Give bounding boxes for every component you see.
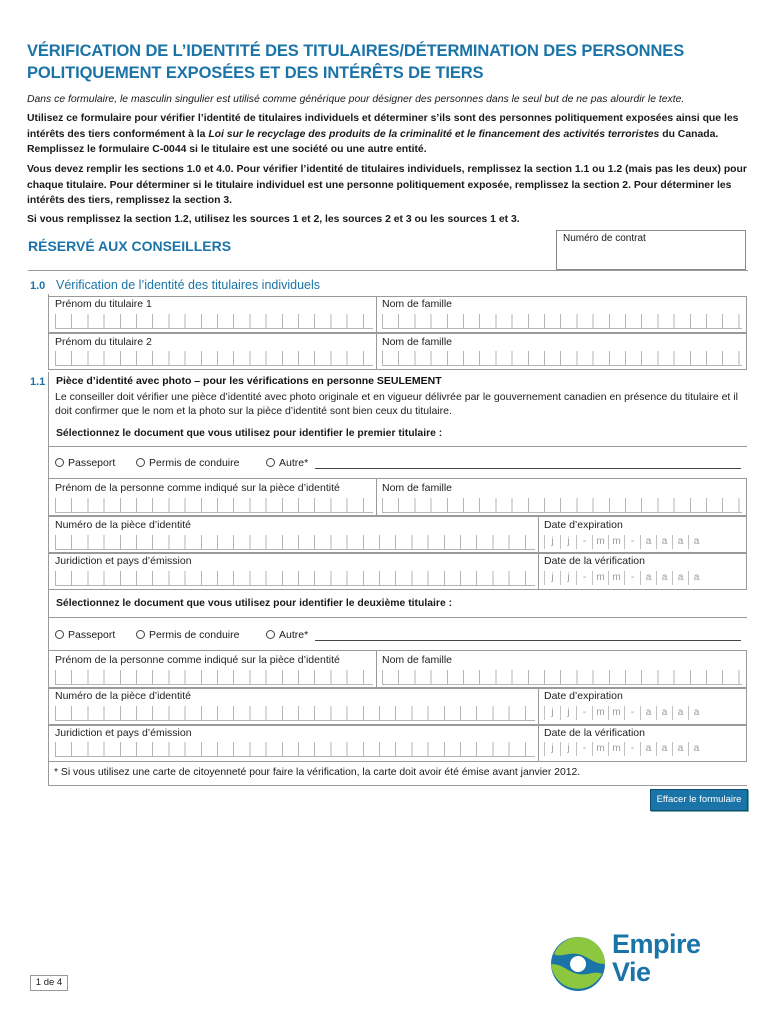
select-second-holder-heading: Sélectionnez le document que vous utilisez pour identifier le deuxième titulaire : <box>56 598 453 609</box>
logo-wordmark <box>612 930 701 986</box>
intro-gender-note: Dans ce formulaire, le masculin singulier est utilisé comme générique pour désigner des personnes dans le seul but de ne pas alourdir le texte. <box>27 94 685 105</box>
verif-date-1-label: Date de la vérification <box>544 555 645 567</box>
date-mask-char: a <box>672 535 688 549</box>
date-mask-char: m <box>608 706 624 720</box>
section-1-0-number: 1.0 <box>30 280 46 292</box>
date-mask-char: a <box>688 571 704 585</box>
clear-form-button[interactable]: Effacer le formulaire <box>650 789 748 811</box>
radio-circle-icon <box>266 630 275 639</box>
jurisdiction-1-input[interactable] <box>55 571 535 586</box>
date-mask-char: - <box>624 535 640 549</box>
date-mask-char: a <box>640 742 656 756</box>
radio-circle-icon <box>266 458 275 467</box>
id-number-1-label: Numéro de la pièce d’identité <box>55 519 191 531</box>
contract-number-field[interactable] <box>556 230 746 270</box>
last-name-1-label: Nom de famille <box>382 298 453 310</box>
first-name-1-input[interactable] <box>55 314 373 329</box>
last-name-2-label: Nom de famille <box>382 336 453 348</box>
date-mask-char: a <box>672 571 688 585</box>
logo-line-2: Vie <box>612 957 651 987</box>
radio-passport-2-label: Passeport <box>68 629 116 641</box>
empire-vie-logo <box>548 930 728 996</box>
id-last-name-1-input[interactable] <box>382 498 742 513</box>
date-mask-char: - <box>576 535 592 549</box>
id-first-name-2-label: Prénom de la personne comme indiqué sur la pièce d’identité <box>55 654 340 666</box>
date-mask-char: m <box>592 535 608 549</box>
id-first-name-1-label: Prénom de la personne comme indiqué sur la pièce d’identité <box>55 482 340 494</box>
date-mask-char: m <box>592 571 608 585</box>
last-name-1-input[interactable] <box>382 314 742 329</box>
radio-other-2[interactable] <box>266 629 308 641</box>
radio-license-1[interactable] <box>136 457 239 469</box>
form-title: VÉRIFICATION DE L’IDENTITÉ DES TITULAIRES/DÉTERMINATION DES PERSONNES POLITIQUEMENT EXPOSÉES ET DES INTÉRÊTS DE TIERS <box>27 42 685 82</box>
date-mask-char: a <box>656 742 672 756</box>
radio-other-2-label: Autre* <box>279 629 309 641</box>
date-mask-char: j <box>560 742 576 756</box>
citizenship-card-note: * Si vous utilisez une carte de citoyenneté pour faire la vérification, la carte doit avoir été émise avant janvier 2012. <box>54 767 581 778</box>
date-mask-char: a <box>688 535 704 549</box>
date-mask-char: - <box>576 706 592 720</box>
date-mask-char: - <box>624 706 640 720</box>
radio-circle-icon <box>55 458 64 467</box>
date-mask-char: a <box>640 571 656 585</box>
radio-passport-1-label: Passeport <box>68 457 116 469</box>
intro-sources: Si vous remplissez la section 1.2, utilisez les sources 1 et 2, les sources 2 et 3 ou les sources 1 et 3. <box>27 214 520 225</box>
date-mask-char: m <box>592 742 608 756</box>
first-name-1-label: Prénom du titulaire 1 <box>55 298 152 310</box>
page-number: 1 de 4 <box>30 975 68 991</box>
date-mask-char: a <box>656 535 672 549</box>
radio-passport-2[interactable] <box>55 629 115 641</box>
intro-instructions: Vous devez remplir les sections 1.0 et 4.0. Pour vérifier l’identité de titulaires individuels, remplissez la section 1.1 ou 1.2 (mais pas les deux) pour chaque titulaire. Pour déterminer si le titulaire individuel est une personne politiquement exposée, remplissez la section 2. Pour déterminer les intérêts des tiers, remplissez la section 3. <box>27 164 747 206</box>
date-mask-char: a <box>640 706 656 720</box>
id-last-name-1-label: Nom de famille <box>382 482 453 494</box>
expiry-2-label: Date d’expiration <box>544 690 623 702</box>
radio-circle-icon <box>55 630 64 639</box>
date-mask-char: - <box>624 742 640 756</box>
logo-line-1: Empire <box>612 929 701 959</box>
date-mask-char: - <box>624 571 640 585</box>
date-mask-char: a <box>640 535 656 549</box>
id-number-2-input[interactable] <box>55 706 535 721</box>
date-mask-char: a <box>688 706 704 720</box>
date-mask-char: j <box>544 571 560 585</box>
divider <box>48 785 747 786</box>
first-name-2-label: Prénom du titulaire 2 <box>55 336 152 348</box>
verif-date-1-input[interactable] <box>544 571 704 585</box>
date-mask-char: m <box>608 571 624 585</box>
id-first-name-2-input[interactable] <box>55 670 373 685</box>
expiry-1-input[interactable] <box>544 535 704 549</box>
radio-circle-icon <box>136 458 145 467</box>
date-mask-char: m <box>608 535 624 549</box>
radio-passport-1[interactable] <box>55 457 115 469</box>
radio-circle-icon <box>136 630 145 639</box>
date-mask-char: a <box>688 742 704 756</box>
date-mask-char: j <box>560 571 576 585</box>
radio-other-1[interactable] <box>266 457 308 469</box>
id-number-1-input[interactable] <box>55 535 535 550</box>
divider <box>48 617 747 618</box>
section-divider <box>28 270 748 271</box>
jurisdiction-1-label: Juridiction et pays d’émission <box>55 555 192 567</box>
date-mask-char: j <box>560 706 576 720</box>
intro-purpose: Utilisez ce formulaire pour vérifier l’identité de titulaires individuels et déterminer s’ils sont des personnes politiquement exposées ainsi que les intérêts des tiers conformément à la Loi sur le recyclage des produits de la criminalité et le financement des activités terroristes du Canada. Remplissez le formulaire C-0044 si le titulaire est une société ou une autre entité. <box>27 113 739 155</box>
divider <box>48 446 747 447</box>
radio-license-1-label: Permis de conduire <box>149 457 240 469</box>
other-doc-1-input[interactable] <box>315 468 741 469</box>
radio-license-2[interactable] <box>136 629 239 641</box>
date-mask-char: a <box>656 571 672 585</box>
date-mask-char: j <box>544 535 560 549</box>
id-number-2-label: Numéro de la pièce d’identité <box>55 690 191 702</box>
date-mask-char: - <box>576 742 592 756</box>
jurisdiction-2-label: Juridiction et pays d’émission <box>55 727 192 739</box>
date-mask-char: m <box>608 742 624 756</box>
radio-license-2-label: Permis de conduire <box>149 629 240 641</box>
expiry-2-input[interactable] <box>544 706 704 720</box>
date-mask-char: a <box>672 706 688 720</box>
first-name-2-input[interactable] <box>55 351 373 366</box>
date-mask-char: j <box>544 706 560 720</box>
verif-date-2-input[interactable] <box>544 742 704 756</box>
id-first-name-1-input[interactable] <box>55 498 373 513</box>
other-doc-2-input[interactable] <box>315 640 741 641</box>
expiry-1-label: Date d’expiration <box>544 519 623 531</box>
verif-date-2-label: Date de la vérification <box>544 727 645 739</box>
jurisdiction-2-input[interactable] <box>55 742 535 757</box>
reserved-heading: RÉSERVÉ AUX CONSEILLERS <box>28 238 232 254</box>
logo-swirl-icon <box>548 934 608 994</box>
radio-other-1-label: Autre* <box>279 457 309 469</box>
section-1-0-title: Vérification de l’identité des titulaires individuels <box>56 278 321 292</box>
date-mask-char: - <box>576 571 592 585</box>
date-mask-char: j <box>544 742 560 756</box>
date-mask-char: a <box>672 742 688 756</box>
select-first-holder-heading: Sélectionnez le document que vous utilisez pour identifier le premier titulaire : <box>56 428 443 439</box>
section-1-1-title: Pièce d’identité avec photo – pour les vérifications en personne SEULEMENT <box>56 375 442 387</box>
date-mask-char: a <box>656 706 672 720</box>
section-1-1-description: Le conseiller doit vérifier une pièce d’identité avec photo originale et en vigueur délivrée par le gouvernement canadien en présence du titulaire et il doit confirmer que le nom et la photo sur la pièce d’identité sont bien ceux du titulaire. <box>55 391 738 417</box>
last-name-2-input[interactable] <box>382 351 742 366</box>
contract-number-label: Numéro de contrat <box>563 233 646 244</box>
date-mask-char: j <box>560 535 576 549</box>
section-1-1-number: 1.1 <box>30 376 46 388</box>
date-mask-char: m <box>592 706 608 720</box>
id-last-name-2-input[interactable] <box>382 670 742 685</box>
id-last-name-2-label: Nom de famille <box>382 654 453 666</box>
